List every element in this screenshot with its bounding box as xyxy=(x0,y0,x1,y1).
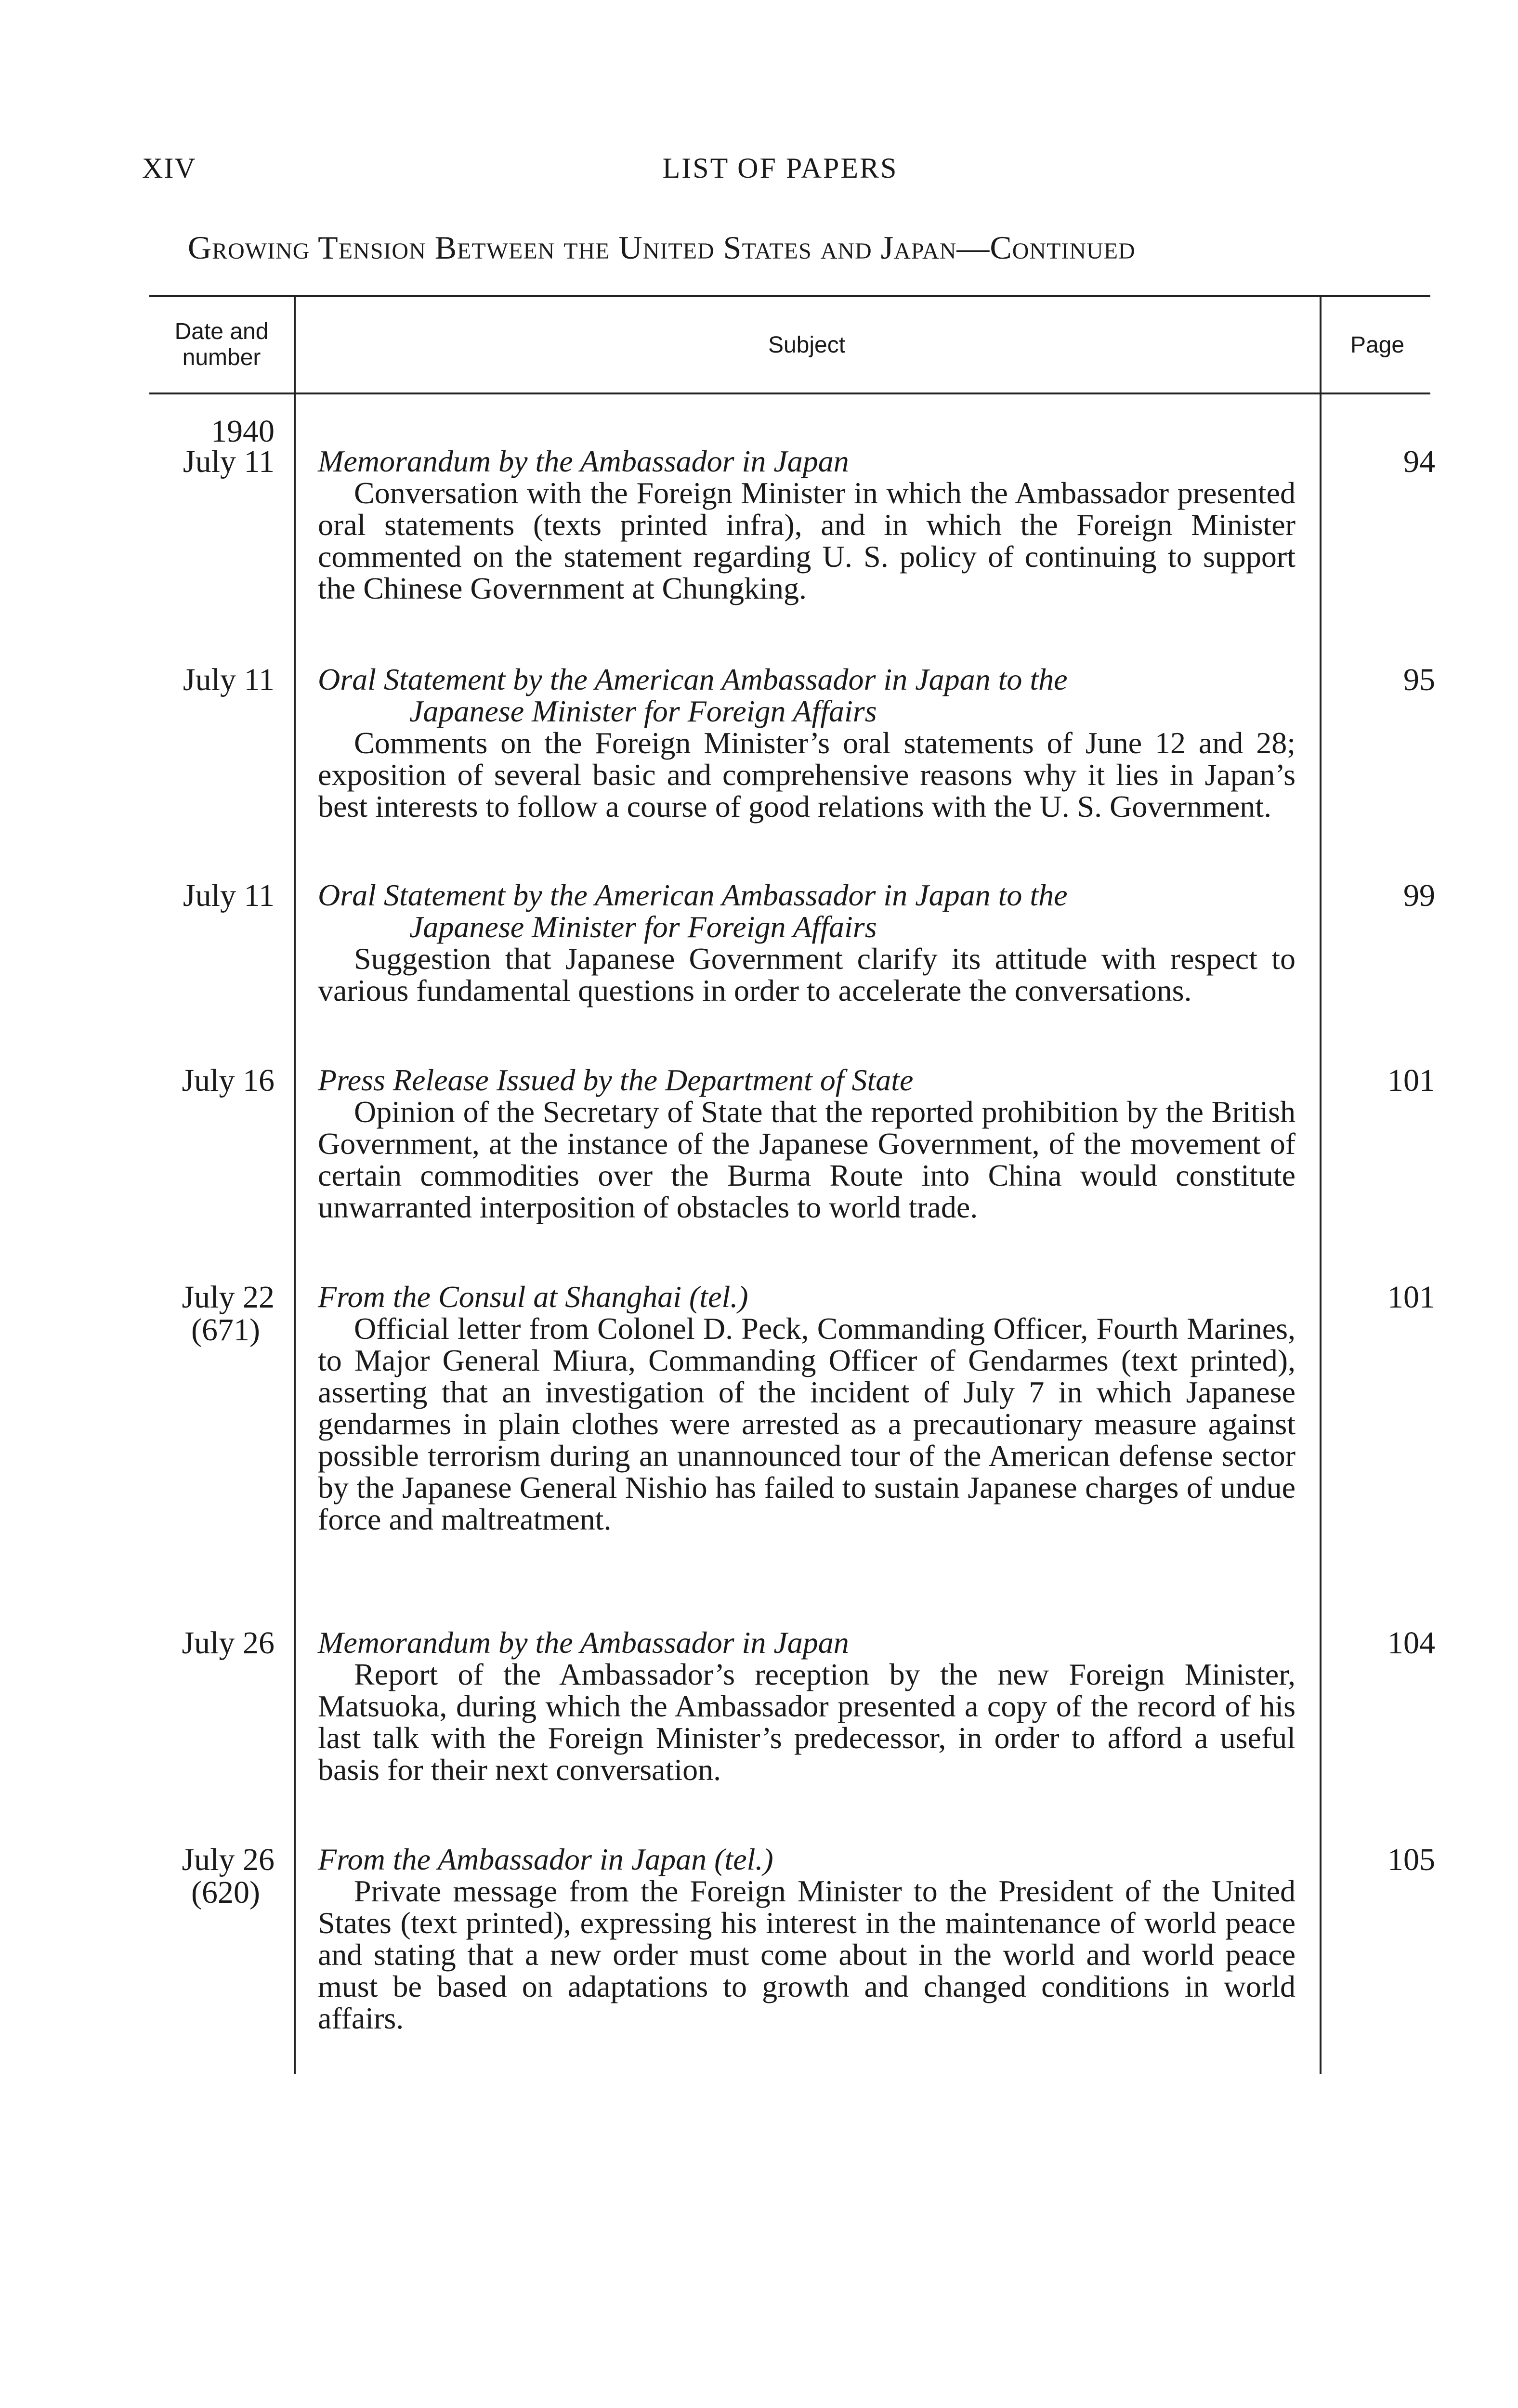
entry-page: 105 xyxy=(1387,1842,1435,1877)
running-title: LIST OF PAPERS xyxy=(662,152,898,184)
entry-date: July 11 xyxy=(183,662,275,697)
table-top-rule xyxy=(149,295,1430,297)
entry-description: Conversation with the Foreign Minister in which the Ambassador presented oral statements (texts printed infra), and in which the Foreign Minister commented on the statement regarding U. S. policy of continuing to support the Chinese Government at Chungking. xyxy=(318,476,1296,605)
entry-date: July 26 xyxy=(182,1625,275,1661)
entry-title-continuation: Japanese Minister for Foreign Affairs xyxy=(409,694,877,728)
entry-title: Memorandum by the Ambassador in Japan xyxy=(318,1625,849,1660)
entry-date: July 11 xyxy=(183,444,275,479)
entry-subject xyxy=(318,879,1296,1007)
column-header-date: Date and number xyxy=(174,319,269,370)
entry-subject xyxy=(318,664,1296,823)
table-header-rule xyxy=(149,393,1430,394)
column-header-subject: Subject xyxy=(768,332,846,358)
year-label: 1940 xyxy=(211,414,275,449)
entry-date: July 22 xyxy=(182,1280,275,1315)
entry-title: From the Consul at Shanghai (tel.) xyxy=(318,1280,748,1314)
entry-page: 101 xyxy=(1387,1063,1435,1098)
entry-date: July 11 xyxy=(183,878,275,913)
column-header-page: Page xyxy=(1350,332,1405,358)
page-number: XIV xyxy=(142,152,196,184)
entry-title: Oral Statement by the American Ambassador in Japan to the xyxy=(318,878,1068,912)
entry-title: Memorandum by the Ambassador in Japan xyxy=(318,444,849,478)
column-divider-page xyxy=(1320,295,1322,2074)
entry-date: July 16 xyxy=(182,1063,275,1098)
entry-page: 101 xyxy=(1387,1280,1435,1315)
entry-page: 95 xyxy=(1403,662,1435,697)
entry-date: July 26 xyxy=(182,1842,275,1877)
entry-subject xyxy=(318,1627,1296,1786)
entry-description: Suggestion that Japanese Government clarify its attitude with respect to various fundamental questions in order to accelerate the conversations. xyxy=(318,942,1296,1008)
section-title: Growing Tension Between the United States and Japan—Continued xyxy=(188,229,1136,266)
entry-description: Comments on the Foreign Minister’s oral statements of June 12 and 28; exposition of several basic and comprehensive reasons why it lies in Japan’s best interests to follow a course of good relations with the U. S. Government. xyxy=(318,726,1296,824)
entry-description: Official letter from Colonel D. Peck, Commanding Officer, Fourth Marines, to Major General Miura, Commanding Officer of Gendarmes (text printed), asserting that an investigation of the incident of July 7 in which Japanese gendarmes in plain clothes were arrested as a precautionary measure against possible terrorism during an unannounced tour of the American defense sector by the Japanese General Nishio has failed to sustain Japanese charges of undue force and maltreatment. xyxy=(318,1311,1296,1536)
column-divider-date xyxy=(294,295,296,2074)
entry-description: Report of the Ambassador’s reception by the new Foreign Minister, Matsuoka, during which the Ambassador presented a copy of the record of his last talk with the Foreign Minister’s predecessor, in order to afford a useful basis for their next conversation. xyxy=(318,1657,1296,1787)
entry-page: 99 xyxy=(1403,878,1435,913)
entry-title: Press Release Issued by the Department of State xyxy=(318,1063,914,1097)
entry-description: Private message from the Foreign Minister to the President of the United States (text printed), expressing his interest in the maintenance of world peace and stating that a new order must come about in the world and world peace must be based on adaptations to growth and changed conditions in world affairs. xyxy=(318,1874,1296,2035)
entry-description: Opinion of the Secretary of State that the reported prohibition by the British Government, at the instance of the Japanese Government, of the movement of certain commodities over the Burma Route into China would constitute unwarranted interposition of obstacles to world trade. xyxy=(318,1095,1296,1224)
page-header xyxy=(142,152,1418,190)
entry-number: (671) xyxy=(191,1312,260,1348)
entry-subject xyxy=(318,1064,1296,1223)
entry-subject xyxy=(318,1281,1296,1535)
entry-page: 94 xyxy=(1403,444,1435,479)
entry-subject xyxy=(318,445,1296,604)
entry-number: (620) xyxy=(191,1875,260,1910)
entry-title: From the Ambassador in Japan (tel.) xyxy=(318,1842,773,1876)
entry-title-continuation: Japanese Minister for Foreign Affairs xyxy=(409,910,877,944)
entry-title: Oral Statement by the American Ambassador in Japan to the xyxy=(318,662,1068,696)
entry-subject xyxy=(318,1844,1296,2034)
entry-page: 104 xyxy=(1387,1625,1435,1661)
